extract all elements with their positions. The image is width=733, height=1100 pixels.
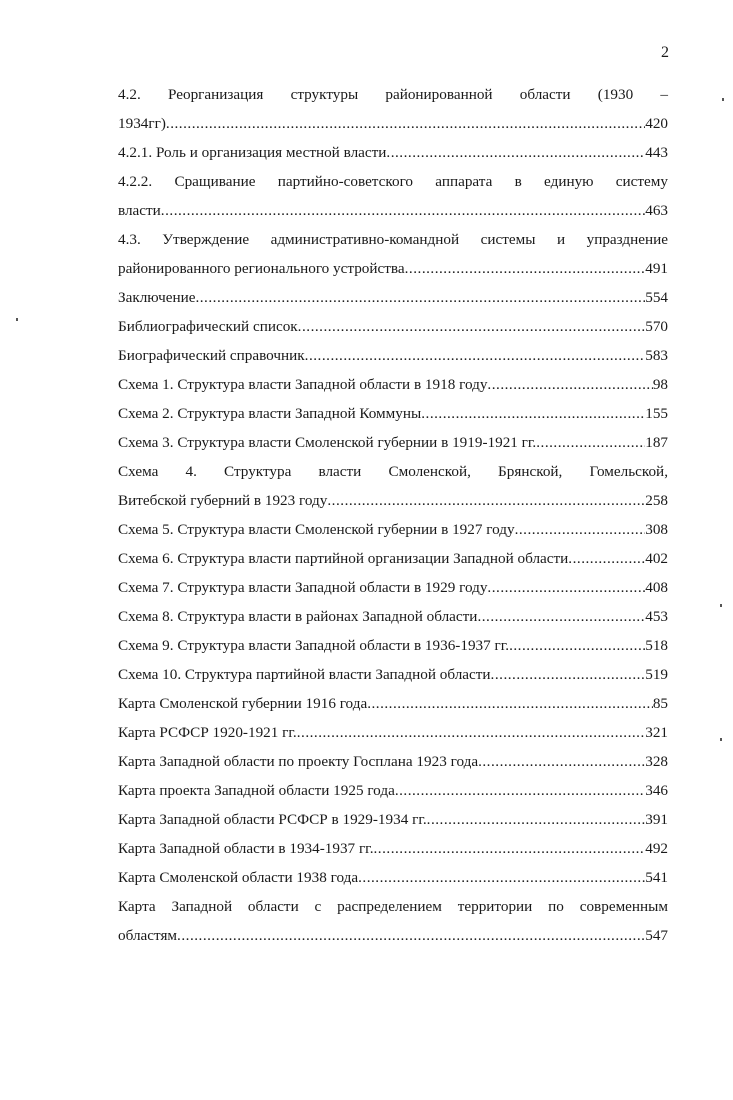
toc-entry-first-line: 4.3. Утверждение административно-командной системы и упразднение bbox=[118, 231, 668, 248]
toc-entry-page: 391 bbox=[645, 811, 668, 828]
toc-entry-title: Биографический справочник bbox=[118, 347, 305, 364]
toc-entry-title: 1934гг) bbox=[118, 115, 166, 132]
toc-entry-line bbox=[118, 747, 668, 776]
toc-entry bbox=[118, 138, 668, 167]
toc-entry-title: Схема 2. Структура власти Западной Коммуны bbox=[118, 405, 422, 422]
toc-entry-page: 308 bbox=[645, 521, 668, 538]
toc-entry-title: Карта РСФСР 1920-1921 гг. bbox=[118, 724, 297, 741]
toc-entry-line bbox=[118, 544, 668, 573]
toc-entry-title: Схема 3. Структура власти Смоленской губернии в 1919-1921 гг. bbox=[118, 434, 537, 451]
toc-entry-page: 258 bbox=[645, 492, 668, 509]
toc-entry-line bbox=[118, 805, 668, 834]
toc-entry-page: 463 bbox=[645, 202, 668, 219]
toc-entry-line bbox=[118, 254, 668, 283]
toc-leader-dots bbox=[491, 660, 646, 689]
toc-entry bbox=[118, 341, 668, 370]
toc-entry bbox=[118, 660, 668, 689]
toc-entry-line bbox=[118, 370, 668, 399]
toc-entry-line bbox=[118, 341, 668, 370]
toc-entry bbox=[118, 747, 668, 776]
toc-entry-line bbox=[118, 515, 668, 544]
toc-leader-dots bbox=[568, 544, 645, 573]
toc-leader-dots bbox=[395, 776, 645, 805]
toc-entry bbox=[118, 602, 668, 631]
toc-entry-first-line: Карта Западной области с распределением территории по современным bbox=[118, 898, 668, 915]
toc-entry-page: 187 bbox=[645, 434, 668, 451]
toc-entry-page: 98 bbox=[652, 376, 668, 393]
toc-entry-page: 321 bbox=[645, 724, 668, 741]
toc-entry-line bbox=[118, 196, 668, 225]
toc-entry bbox=[118, 544, 668, 573]
scan-speck bbox=[16, 318, 18, 321]
toc-entry-line bbox=[118, 718, 668, 747]
toc-entry bbox=[118, 863, 668, 892]
toc-entry bbox=[118, 892, 668, 950]
toc-entry-title: Карта проекта Западной области 1925 года bbox=[118, 782, 395, 799]
toc-entry bbox=[118, 718, 668, 747]
toc-entry bbox=[118, 370, 668, 399]
toc-entry-page: 492 bbox=[645, 840, 668, 857]
toc-leader-dots bbox=[478, 747, 645, 776]
toc-entry-title: Схема 6. Структура власти партийной организации Западной области bbox=[118, 550, 569, 567]
toc-entry-line bbox=[118, 573, 668, 602]
toc-leader-dots bbox=[515, 515, 646, 544]
toc-leader-dots bbox=[405, 254, 646, 283]
toc-entry bbox=[118, 805, 668, 834]
toc-entry-title: Витебской губерний в 1923 году bbox=[118, 492, 328, 509]
toc-entry-title: Карта Западной области по проекту Госплана 1923 года bbox=[118, 753, 479, 770]
scan-speck bbox=[722, 98, 724, 101]
toc-entry-title: Карта Смоленской губернии 1916 года bbox=[118, 695, 368, 712]
toc-entry-page: 408 bbox=[645, 579, 668, 596]
toc-entry-line bbox=[118, 660, 668, 689]
toc-entry bbox=[118, 515, 668, 544]
toc-entry-page: 453 bbox=[645, 608, 668, 625]
toc-entry-title: районированного регионального устройства bbox=[118, 260, 405, 277]
toc-entry-title: Библиографический список bbox=[118, 318, 298, 335]
toc-leader-dots bbox=[487, 370, 652, 399]
toc-entry bbox=[118, 225, 668, 283]
toc-leader-dots bbox=[177, 921, 645, 950]
toc-entry-page: 541 bbox=[645, 869, 668, 886]
toc-entry-line bbox=[118, 776, 668, 805]
toc-entry-line bbox=[118, 428, 668, 457]
toc-entry-page: 583 bbox=[645, 347, 668, 364]
toc-entry-page: 328 bbox=[645, 753, 668, 770]
toc-entry bbox=[118, 631, 668, 660]
toc-leader-dots bbox=[161, 196, 645, 225]
toc-entry-page: 402 bbox=[645, 550, 668, 567]
toc-entry bbox=[118, 80, 668, 138]
toc-leader-dots bbox=[166, 109, 645, 138]
toc-entry-first-line: 4.2.2. Сращивание партийно-советского аппарата в единую систему bbox=[118, 173, 668, 190]
toc-entry-title: 4.2.1. Роль и организация местной власти bbox=[118, 144, 387, 161]
toc-entry-page: 155 bbox=[645, 405, 668, 422]
toc-entry bbox=[118, 312, 668, 341]
toc-entry-page: 420 bbox=[645, 115, 668, 132]
toc-entry-title: Схема 10. Структура партийной власти Западной области bbox=[118, 666, 491, 683]
toc-entry-page: 346 bbox=[645, 782, 668, 799]
toc-entry-line bbox=[118, 312, 668, 341]
page-number: 2 bbox=[661, 44, 669, 61]
toc-entry bbox=[118, 399, 668, 428]
toc-entry-title: Заключение bbox=[118, 289, 196, 306]
toc-entry-title: областям bbox=[118, 927, 178, 944]
toc-entry-line bbox=[118, 689, 668, 718]
toc-entry-title: Карта Западной области РСФСР в 1929-1934 гг. bbox=[118, 811, 427, 828]
toc-leader-dots bbox=[509, 631, 645, 660]
toc-leader-dots bbox=[367, 689, 653, 718]
toc-leader-dots bbox=[195, 283, 645, 312]
table-of-contents bbox=[118, 80, 668, 950]
toc-entry-line bbox=[118, 602, 668, 631]
scan-speck bbox=[720, 604, 722, 607]
toc-entry-page: 85 bbox=[652, 695, 668, 712]
toc-leader-dots bbox=[477, 602, 645, 631]
toc-entry-line bbox=[118, 109, 668, 138]
toc-leader-dots bbox=[374, 834, 646, 863]
scan-speck bbox=[720, 738, 722, 741]
toc-entry-title: Схема 7. Структура власти Западной области в 1929 году bbox=[118, 579, 488, 596]
toc-entry-title: Схема 9. Структура власти Западной области в 1936-1937 гг. bbox=[118, 637, 510, 654]
toc-entry-line bbox=[118, 399, 668, 428]
toc-entry-first-line: Схема 4. Структура власти Смоленской, Брянской, Гомельской, bbox=[118, 463, 668, 480]
toc-entry-page: 519 bbox=[645, 666, 668, 683]
toc-entry-title: власти bbox=[118, 202, 161, 219]
toc-entry-page: 570 bbox=[645, 318, 668, 335]
toc-entry bbox=[118, 689, 668, 718]
toc-entry bbox=[118, 776, 668, 805]
toc-entry-page: 554 bbox=[645, 289, 668, 306]
toc-leader-dots bbox=[427, 805, 646, 834]
toc-leader-dots bbox=[358, 863, 645, 892]
toc-entry-line bbox=[118, 863, 668, 892]
toc-entry-line bbox=[118, 631, 668, 660]
toc-entry-page: 491 bbox=[645, 260, 668, 277]
toc-entry-line bbox=[118, 486, 668, 515]
toc-entry-title: Схема 1. Структура власти Западной области в 1918 году bbox=[118, 376, 488, 393]
toc-entry bbox=[118, 573, 668, 602]
toc-leader-dots bbox=[297, 718, 646, 747]
toc-leader-dots bbox=[386, 138, 645, 167]
toc-entry-line bbox=[118, 834, 668, 863]
toc-leader-dots bbox=[327, 486, 645, 515]
toc-entry-line bbox=[118, 921, 668, 950]
toc-entry-line bbox=[118, 283, 668, 312]
toc-entry-title: Карта Смоленской области 1938 года bbox=[118, 869, 359, 886]
toc-leader-dots bbox=[536, 428, 645, 457]
toc-leader-dots bbox=[305, 341, 646, 370]
toc-entry bbox=[118, 834, 668, 863]
toc-entry-line bbox=[118, 138, 668, 167]
toc-entry-page: 518 bbox=[645, 637, 668, 654]
toc-entry-first-line: 4.2. Реорганизация структуры районированной области (1930 – bbox=[118, 86, 668, 103]
toc-leader-dots bbox=[487, 573, 645, 602]
toc-entry-title: Схема 5. Структура власти Смоленской губернии в 1927 году bbox=[118, 521, 515, 538]
toc-entry bbox=[118, 167, 668, 225]
toc-leader-dots bbox=[298, 312, 646, 341]
toc-entry bbox=[118, 283, 668, 312]
toc-entry-page: 443 bbox=[645, 144, 668, 161]
toc-entry-page: 547 bbox=[645, 927, 668, 944]
toc-entry-title: Карта Западной области в 1934-1937 гг. bbox=[118, 840, 374, 857]
toc-leader-dots bbox=[421, 399, 645, 428]
toc-entry bbox=[118, 428, 668, 457]
toc-entry bbox=[118, 457, 668, 515]
toc-entry-title: Схема 8. Структура власти в районах Западной области bbox=[118, 608, 478, 625]
